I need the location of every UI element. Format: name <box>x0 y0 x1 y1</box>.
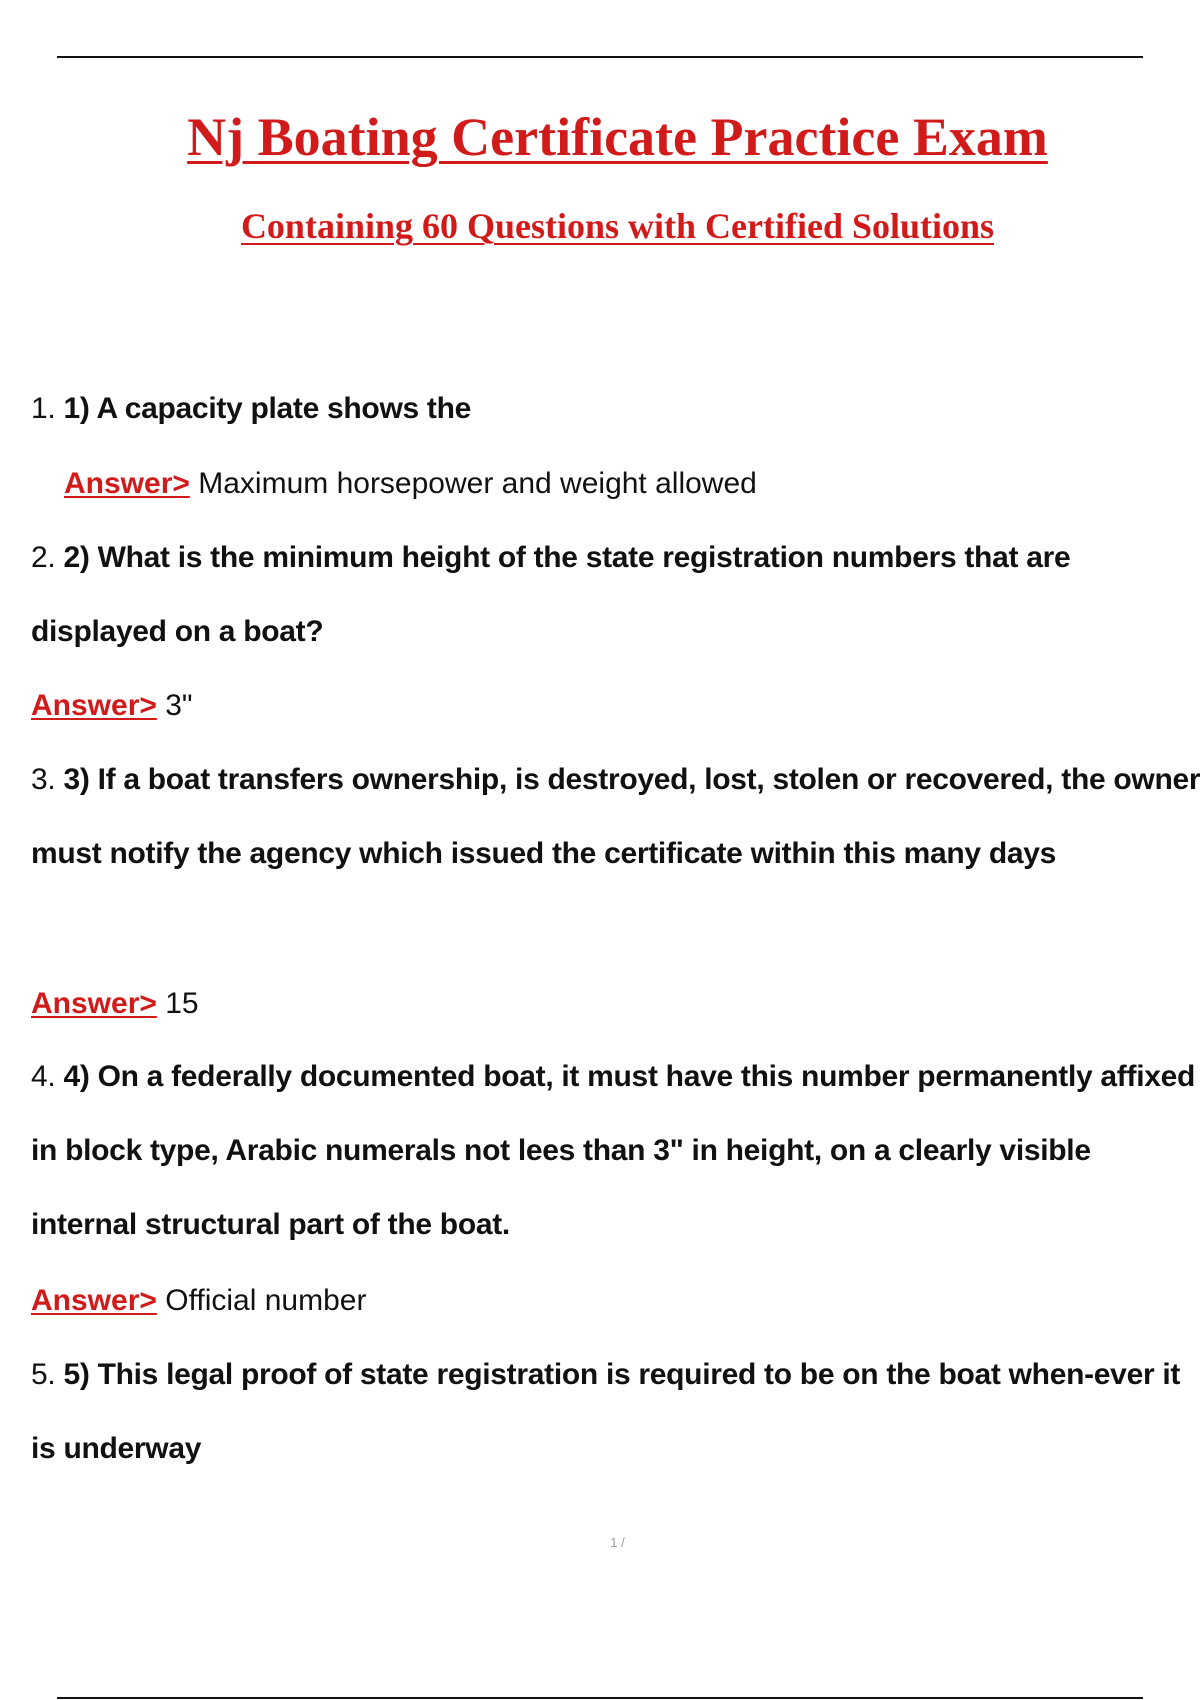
answer-1 <box>64 464 757 504</box>
top-rule <box>57 56 1143 58</box>
question-number: 1. <box>31 392 56 425</box>
question-text: 4) On a federally documented boat, it must have this number permanently affixed in block type, Arabic numerals not lees than 3" in height, on a clearly visible internal structural part of the boat. <box>31 1060 1196 1241</box>
question-text: 1) A capacity plate shows the <box>63 392 472 425</box>
question-1 <box>31 372 1200 446</box>
question-number: 4. <box>31 1060 56 1093</box>
question-3 <box>31 743 1200 891</box>
answer-text: Official number <box>165 1284 367 1317</box>
answer-label: Answer> <box>31 987 157 1020</box>
question-4 <box>31 1040 1200 1262</box>
answer-2 <box>31 686 193 726</box>
answer-4 <box>31 1281 366 1321</box>
page-number: 1 / <box>610 1535 625 1550</box>
answer-3 <box>31 984 199 1024</box>
question-number: 2. <box>31 541 56 574</box>
answer-label: Answer> <box>64 467 190 500</box>
question-5 <box>31 1338 1200 1486</box>
question-text: 5) This legal proof of state registration is required to be on the boat when-ever it is underway <box>31 1358 1181 1465</box>
answer-label: Answer> <box>31 1284 157 1317</box>
question-text: 3) If a boat transfers ownership, is destroyed, lost, stolen or recovered, the owner must notify the agency which issued the certificate within this many days <box>31 763 1200 870</box>
bottom-rule <box>57 1697 1143 1699</box>
question-number: 3. <box>31 763 56 796</box>
answer-label: Answer> <box>31 689 157 722</box>
answer-text: 3" <box>165 689 193 722</box>
question-number: 5. <box>31 1358 56 1391</box>
answer-text: 15 <box>165 987 199 1020</box>
document-subtitle: Containing 60 Questions with Certified Solutions <box>240 206 995 246</box>
question-text: 2) What is the minimum height of the state registration numbers that are displayed on a boat? <box>31 541 1071 648</box>
document-title: Nj Boating Certificate Practice Exam <box>187 107 1048 167</box>
answer-text: Maximum horsepower and weight allowed <box>198 467 757 500</box>
question-2 <box>31 521 1200 669</box>
